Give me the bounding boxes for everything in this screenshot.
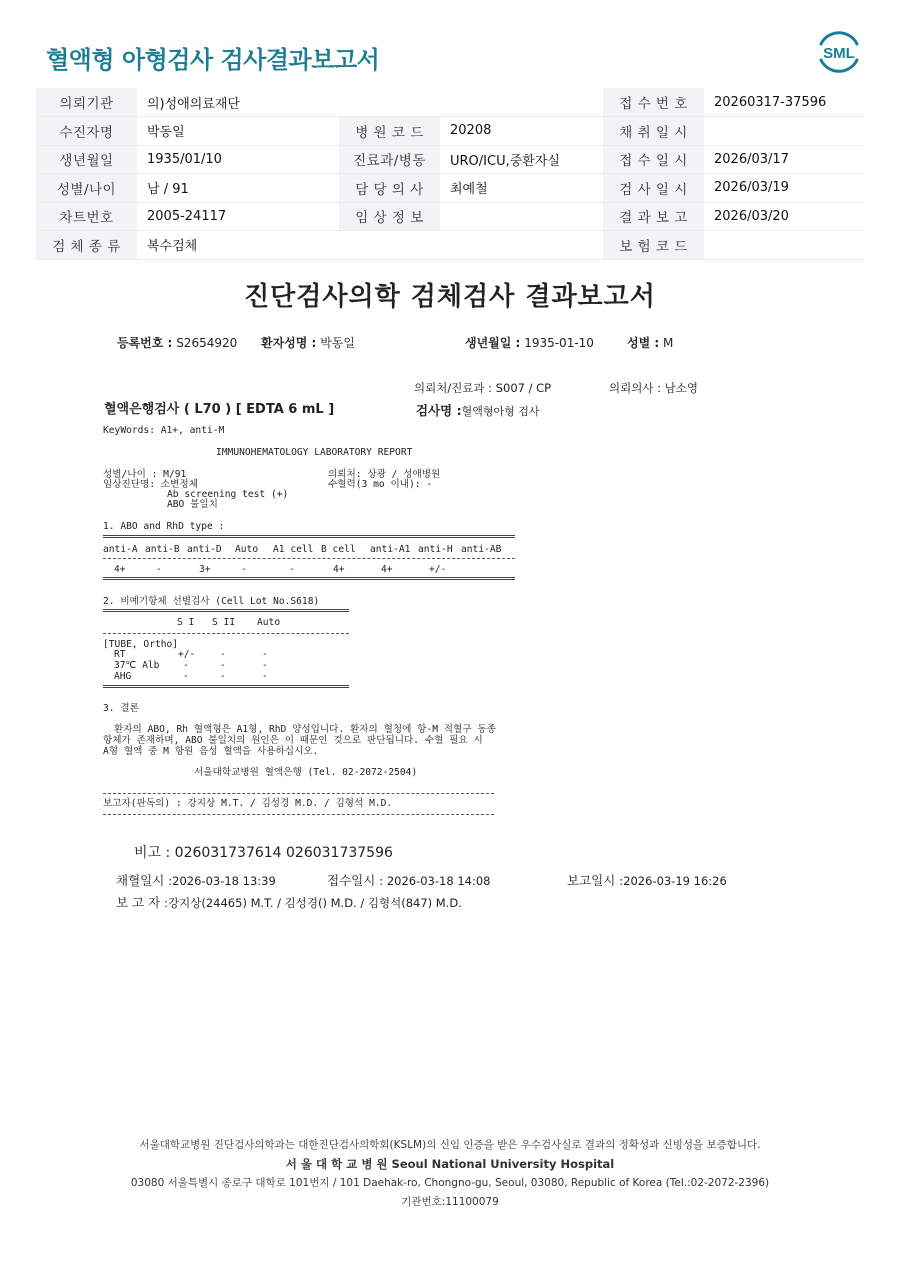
diagnosis-line: 임상진단명: 소변정체	[103, 479, 198, 490]
info-label: 생년월일	[36, 145, 137, 174]
test-title: 혈액은행검사 ( L70 ) [ EDTA 6 mL ]	[104, 402, 335, 417]
abo-value: -	[241, 564, 247, 575]
dashed-rule	[103, 814, 494, 815]
conclusion-line: 항체가 존재하며, ABO 불일치의 원인은 이 때문인 것으로 판단됩니다. 수혈 필요 시	[103, 735, 483, 746]
info-value: 20208	[440, 117, 603, 146]
section3-title: 3. 결론	[103, 703, 139, 714]
screen-value: -	[183, 671, 189, 682]
section2-title: 2. 비예기항체 선별검사 (Cell Lot No.S618)	[103, 596, 320, 607]
birth-value: 1935-01-10	[524, 336, 594, 350]
info-row	[36, 117, 864, 146]
info-label: 결 과 보 고	[603, 202, 704, 231]
document-title: 혈액형 아형검사 검사결과보고서	[46, 46, 380, 74]
patient-sex	[627, 334, 673, 351]
info-label: 접 수 번 호	[603, 88, 704, 117]
info-label: 진료과/병동	[339, 145, 440, 174]
abo-value: -	[156, 564, 162, 575]
info-value	[440, 202, 603, 231]
abo-value: 3+	[199, 564, 211, 575]
keywords: KeyWords: A1+, anti-M	[103, 425, 225, 436]
info-value: 남 / 91	[137, 174, 339, 203]
reg-no	[117, 334, 237, 351]
sex-label: 성별 :	[627, 336, 660, 350]
report-time	[567, 871, 727, 889]
dashed-rule	[103, 558, 515, 559]
info-label: 병 원 코 드	[339, 117, 440, 146]
sex-age-line: 성별/나이 : M/91	[103, 469, 187, 480]
remarks-value: : 026031737614 026031737596	[165, 845, 393, 861]
info-label: 접 수 일 시	[603, 145, 704, 174]
section1-title: 1. ABO and RhD type :	[103, 521, 225, 532]
info-row	[36, 145, 864, 174]
info-row	[36, 88, 864, 117]
report-value: :2026-03-19 16:26	[619, 874, 727, 888]
collect-label: 채혈일시	[116, 873, 165, 888]
screen-value: -	[262, 660, 268, 671]
requester-line: 의뢰처: 상광 / 성애병원	[328, 469, 441, 480]
conclusion-line: A형 혈액 중 M 항원 음성 혈액을 사용하십시오.	[103, 746, 319, 757]
screen-header: S II	[212, 617, 236, 628]
diagnosis-item: ABO 불일치	[167, 499, 218, 510]
info-label: 의뢰기관	[36, 88, 137, 117]
info-value: 2026/03/20	[704, 202, 864, 231]
collect-value: :2026-03-18 13:39	[168, 874, 276, 888]
receive-label: 접수일시	[327, 873, 376, 888]
reg-no-value: S2654920	[176, 336, 238, 350]
abo-header: anti-H	[418, 544, 453, 555]
abo-value: 4+	[114, 564, 126, 575]
screen-method: [TUBE, Ortho]	[103, 639, 179, 650]
patient-name-label: 환자성명 :	[261, 336, 317, 350]
footer	[0, 1136, 900, 1212]
sml-logo	[813, 28, 865, 76]
screen-header: S I	[177, 617, 195, 628]
info-label: 검 사 일 시	[603, 174, 704, 203]
info-label: 임 상 정 보	[339, 202, 440, 231]
report-heading: 진단검사의학 검체검사 결과보고서	[244, 282, 656, 312]
lab-report-title: IMMUNOHEMATOLOGY LABORATORY REPORT	[216, 447, 413, 458]
screen-value: -	[220, 671, 226, 682]
transfusion-line: 수혈력(3 mo 이내): -	[328, 479, 433, 490]
abo-header: anti-A	[103, 544, 138, 555]
info-label: 검 체 종 류	[36, 231, 137, 260]
info-value: 20260317-37596	[704, 88, 864, 117]
test-name-value: 혈액형아형 검사	[461, 405, 540, 418]
patient-name-value: 박동일	[320, 336, 355, 350]
screen-value: -	[220, 649, 226, 660]
abo-header: anti-AB	[461, 544, 502, 555]
info-value: 2005-24117	[137, 202, 339, 231]
info-label: 담 당 의 사	[339, 174, 440, 203]
abo-header: A1 cell	[273, 544, 314, 555]
footer-address: 03080 서울특별시 종로구 대학로 101번지 / 101 Daehak-ro, Chongno-gu, Seoul, 03080, Republic of Korea (Tel.:02-2072-2396)	[130, 1177, 770, 1189]
abo-header: B cell	[321, 544, 356, 555]
screen-phase: 37℃ Alb	[114, 660, 160, 671]
report-label: 보고일시	[567, 873, 616, 888]
abo-header: anti-D	[187, 544, 222, 555]
screen-phase: AHG	[114, 671, 132, 682]
screen-phase: RT	[114, 649, 126, 660]
abo-value: -	[289, 564, 295, 575]
abo-value: 4+	[381, 564, 393, 575]
info-value: URO/ICU,중환자실	[440, 145, 603, 174]
info-value: 1935/01/10	[137, 145, 339, 174]
blood-bank-contact: 서울대학교병원 혈액은행 (Tel. 02-2072-2504)	[194, 767, 418, 778]
info-label: 차트번호	[36, 202, 137, 231]
conclusion-line: 환자의 ABO, Rh 혈액형은 A1형, RhD 양성입니다. 환자의 혈청에 항-M 적혈구 동종	[114, 724, 496, 735]
footer-hospital-name: 서 울 대 학 교 병 원 Seoul National University Hospital	[285, 1157, 615, 1171]
screen-value: +/-	[178, 649, 196, 660]
abo-header: anti-B	[145, 544, 180, 555]
info-value: 최예철	[440, 174, 603, 203]
double-rule	[103, 535, 515, 538]
diagnosis-item: Ab screening test (+)	[167, 489, 289, 500]
info-value: 의)성애의료재단	[137, 88, 603, 117]
sex-value: M	[663, 336, 674, 350]
collect-time	[116, 871, 276, 889]
abo-header: anti-A1	[370, 544, 411, 555]
info-value	[704, 231, 864, 260]
info-value: 박동일	[137, 117, 339, 146]
requesting-dept: 의뢰처/진료과 : S007 / CP	[414, 381, 552, 395]
reporter-label: 보 고 자	[116, 895, 161, 910]
info-value	[704, 117, 864, 146]
reporters	[116, 893, 462, 911]
abo-header: Auto	[235, 544, 259, 555]
double-rule	[103, 577, 515, 580]
screen-value: -	[262, 671, 268, 682]
info-label: 보 험 코 드	[603, 231, 704, 260]
patient-birth	[465, 334, 594, 351]
receive-value: : 2026-03-18 14:08	[379, 874, 491, 888]
footer-certification: 서울대학교병원 진단검사의학과는 대한진단검사의학회(KSLM)의 신임 인증을 받은 우수검사실로 결과의 정확성과 신빙성을 보증합니다.	[139, 1139, 761, 1151]
double-rule	[103, 685, 349, 688]
abo-value: 4+	[333, 564, 345, 575]
screen-header: Auto	[257, 617, 281, 628]
info-label: 성별/나이	[36, 174, 137, 203]
info-row	[36, 231, 864, 260]
info-row	[36, 202, 864, 231]
reporter-names: :강지상(24465) M.T. / 김성경() M.D. / 김형석(847) M.D.	[164, 896, 462, 910]
info-value: 복수검체	[137, 231, 603, 260]
test-name	[416, 401, 539, 419]
info-value: 2026/03/19	[704, 174, 864, 203]
logo-text: SML	[823, 45, 855, 62]
info-label: 수진자명	[36, 117, 137, 146]
reporter-line: 보고자(판독의) : 강지상 M.T. / 김성경 M.D. / 김형석 M.D.	[103, 798, 393, 809]
remarks-label: 비고	[134, 845, 162, 861]
patient-name	[261, 334, 355, 351]
birth-label: 생년월일 :	[465, 336, 521, 350]
footer-institution-no: 기관번호:11100079	[401, 1196, 499, 1208]
test-name-label: 검사명 :	[416, 403, 462, 418]
info-row	[36, 174, 864, 203]
info-value: 2026/03/17	[704, 145, 864, 174]
dashed-rule	[103, 633, 349, 634]
reg-no-label: 등록번호 :	[117, 336, 173, 350]
dashed-rule	[103, 793, 494, 794]
remarks	[134, 842, 393, 862]
receive-time	[327, 871, 490, 889]
abo-value: +/-	[429, 564, 447, 575]
screen-value: -	[183, 660, 189, 671]
screen-value: -	[220, 660, 226, 671]
double-rule	[103, 609, 349, 612]
patient-info-table	[36, 88, 864, 260]
screen-value: -	[262, 649, 268, 660]
requesting-doctor: 의뢰의사 : 남소영	[609, 381, 698, 395]
info-label: 채 취 일 시	[603, 117, 704, 146]
